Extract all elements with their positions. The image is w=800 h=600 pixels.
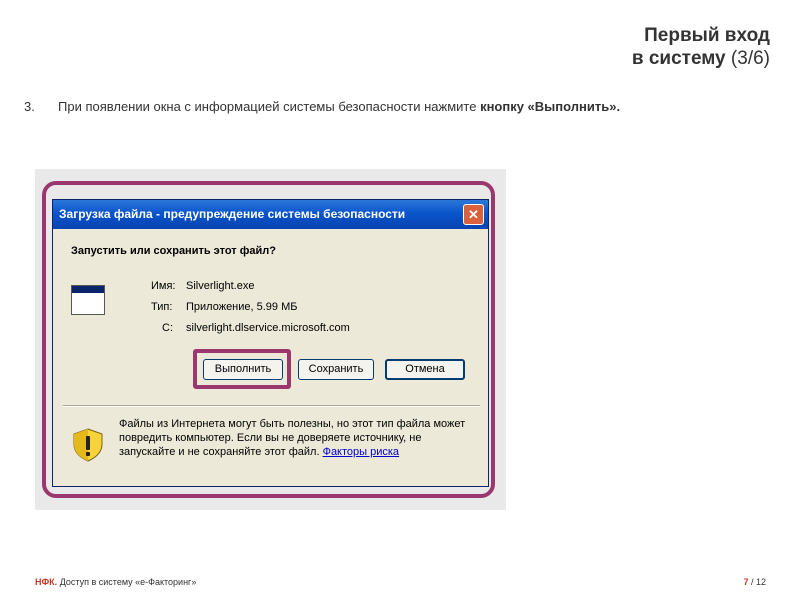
dialog-divider xyxy=(63,405,480,407)
warning-message xyxy=(119,417,479,459)
dialog-question: Запустить или сохранить этот файл? xyxy=(71,245,276,257)
risk-factors-link[interactable]: Факторы риска xyxy=(322,446,400,458)
from-value: silverlight.dlservice.microsoft.com xyxy=(186,322,350,334)
shield-warning-icon xyxy=(71,428,105,462)
footer-org: НФК. xyxy=(35,577,58,587)
name-label: Имя: xyxy=(151,280,176,292)
file-icon-titlebar xyxy=(72,286,104,293)
title-step: (3/6) xyxy=(730,48,770,69)
page-separator: / xyxy=(748,577,756,587)
instruction-text: При появлении окна с информацией системы безопасности нажмите xyxy=(58,99,481,114)
warning-text: Файлы из Интернета могут быть полезны, но этот тип файла может повредить компьютер. Если вы не доверяете источнику, не запускайте и не сохраняйте этот файл. xyxy=(119,418,466,458)
type-label: Тип: xyxy=(151,301,173,313)
instruction-step xyxy=(24,99,620,114)
title-line-2 xyxy=(632,47,770,70)
page-counter xyxy=(743,577,766,587)
save-button[interactable]: Сохранить xyxy=(298,359,374,380)
step-number: 3. xyxy=(24,99,35,114)
from-label: С: xyxy=(162,322,173,334)
title-line-1: Первый вход xyxy=(644,25,770,46)
run-button[interactable]: Выполнить xyxy=(203,359,283,380)
name-value: Silverlight.exe xyxy=(186,280,255,292)
close-button[interactable]: ✕ xyxy=(463,204,484,225)
cancel-button[interactable]: Отмена xyxy=(385,359,465,380)
dialog-titlebar xyxy=(53,200,488,229)
footer-doc-name: Доступ в систему «e-Факторинг» xyxy=(57,577,197,587)
footer-doc-title xyxy=(35,577,196,587)
title-line-2-text: в систему xyxy=(631,48,726,69)
security-warning-dialog xyxy=(52,199,489,487)
type-value: Приложение, 5.99 МБ xyxy=(186,301,298,313)
file-icon xyxy=(71,285,105,315)
page-total: 12 xyxy=(755,577,766,587)
instruction-bold: кнопку «Выполнить». xyxy=(480,99,621,114)
dialog-title: Загрузка файла - предупреждение системы безопасности xyxy=(59,207,406,221)
slide-title xyxy=(632,24,770,70)
run-button-highlight xyxy=(193,349,291,389)
page-current: 7 xyxy=(743,577,749,587)
